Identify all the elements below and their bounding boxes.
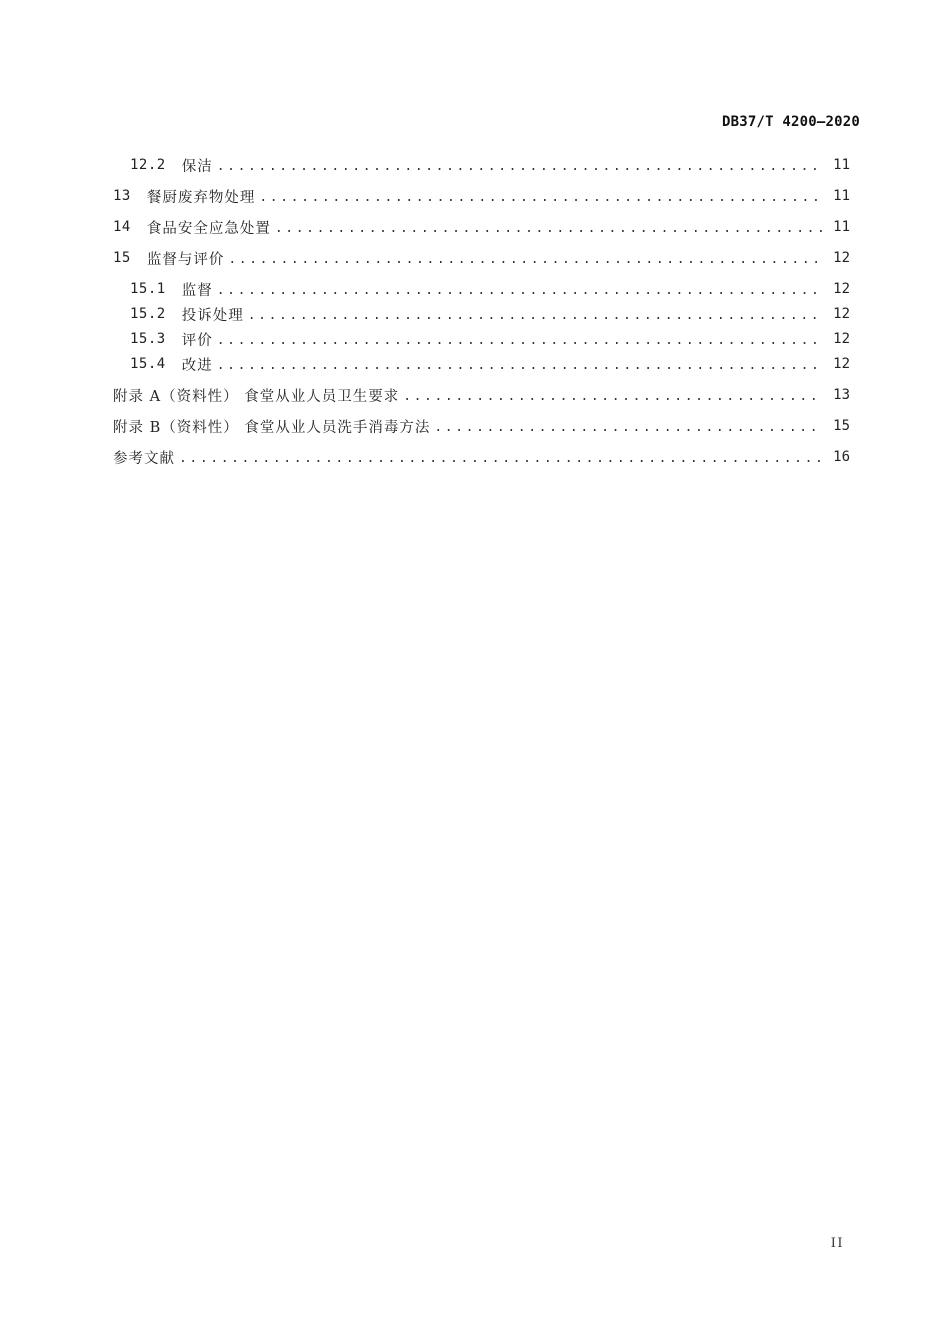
toc-entry-title: 食品安全应急处置 (146, 220, 271, 237)
toc-entry-15-1[interactable] (113, 277, 850, 301)
toc-entry-title: 附录 A（资料性） 食堂从业人员卫生要求 (113, 388, 400, 405)
toc-entry-page: 16 (833, 449, 850, 465)
toc-entry-page: 12 (833, 331, 850, 347)
toc-entry-page: 11 (833, 157, 850, 173)
toc-entry-page: 13 (833, 387, 850, 403)
toc-entry-number: 12.2 (130, 157, 166, 173)
toc-entry-15[interactable] (113, 246, 850, 270)
toc-entry-page: 11 (833, 188, 850, 204)
toc-dot-leader (259, 190, 822, 205)
page-number: II (830, 1236, 844, 1251)
toc-entry-13[interactable] (113, 184, 850, 208)
toc-entry-title: 投诉处理 (181, 307, 244, 324)
toc-entry-page: 12 (833, 306, 850, 322)
toc-entry-appendix-a[interactable] (113, 383, 850, 407)
toc-entry-15-3[interactable] (113, 327, 850, 351)
toc-dot-leader (403, 389, 822, 404)
toc-entry-number: 13 (113, 188, 131, 204)
toc-entry-number: 15.2 (130, 306, 166, 322)
toc-dot-leader (228, 252, 822, 267)
toc-dot-leader (217, 333, 822, 348)
toc-entry-page: 15 (833, 418, 850, 434)
toc-entry-title: 评价 (181, 332, 213, 349)
toc-dot-leader (217, 358, 822, 373)
toc-entry-title: 监督 (181, 282, 213, 299)
toc-entry-title: 附录 B（资料性） 食堂从业人员洗手消毒方法 (113, 419, 431, 436)
toc-entry-number: 14 (113, 219, 131, 235)
toc-dot-leader (217, 283, 822, 298)
toc-entry-number: 15.4 (130, 356, 166, 372)
toc-dot-leader (217, 159, 822, 174)
toc-entry-page: 12 (833, 356, 850, 372)
toc-entry-page: 11 (833, 219, 850, 235)
toc-entry-title: 餐厨废弃物处理 (146, 189, 256, 206)
toc-dot-leader (275, 221, 822, 236)
toc-entry-title: 参考文献 (113, 450, 175, 467)
toc-entry-14[interactable] (113, 215, 850, 239)
toc-dot-leader (179, 451, 822, 466)
toc-entry-title: 保洁 (181, 158, 213, 175)
toc-entry-number: 15 (113, 250, 131, 266)
toc-dot-leader (434, 420, 822, 435)
toc-entry-15-4[interactable] (113, 352, 850, 376)
toc-entry-12-2[interactable] (113, 153, 850, 177)
toc-entry-references[interactable] (113, 445, 850, 469)
toc-entry-title: 改进 (181, 357, 213, 374)
toc-entry-15-2[interactable] (113, 302, 850, 326)
toc-entry-appendix-b[interactable] (113, 414, 850, 438)
toc-entry-page: 12 (833, 281, 850, 297)
toc-entry-page: 12 (833, 250, 850, 266)
toc-entry-title: 监督与评价 (146, 251, 225, 268)
toc-entry-number: 15.3 (130, 331, 166, 347)
document-code-header: DB37/T 4200—2020 (721, 114, 860, 130)
toc-dot-leader (248, 308, 822, 323)
toc-entry-number: 15.1 (130, 281, 166, 297)
